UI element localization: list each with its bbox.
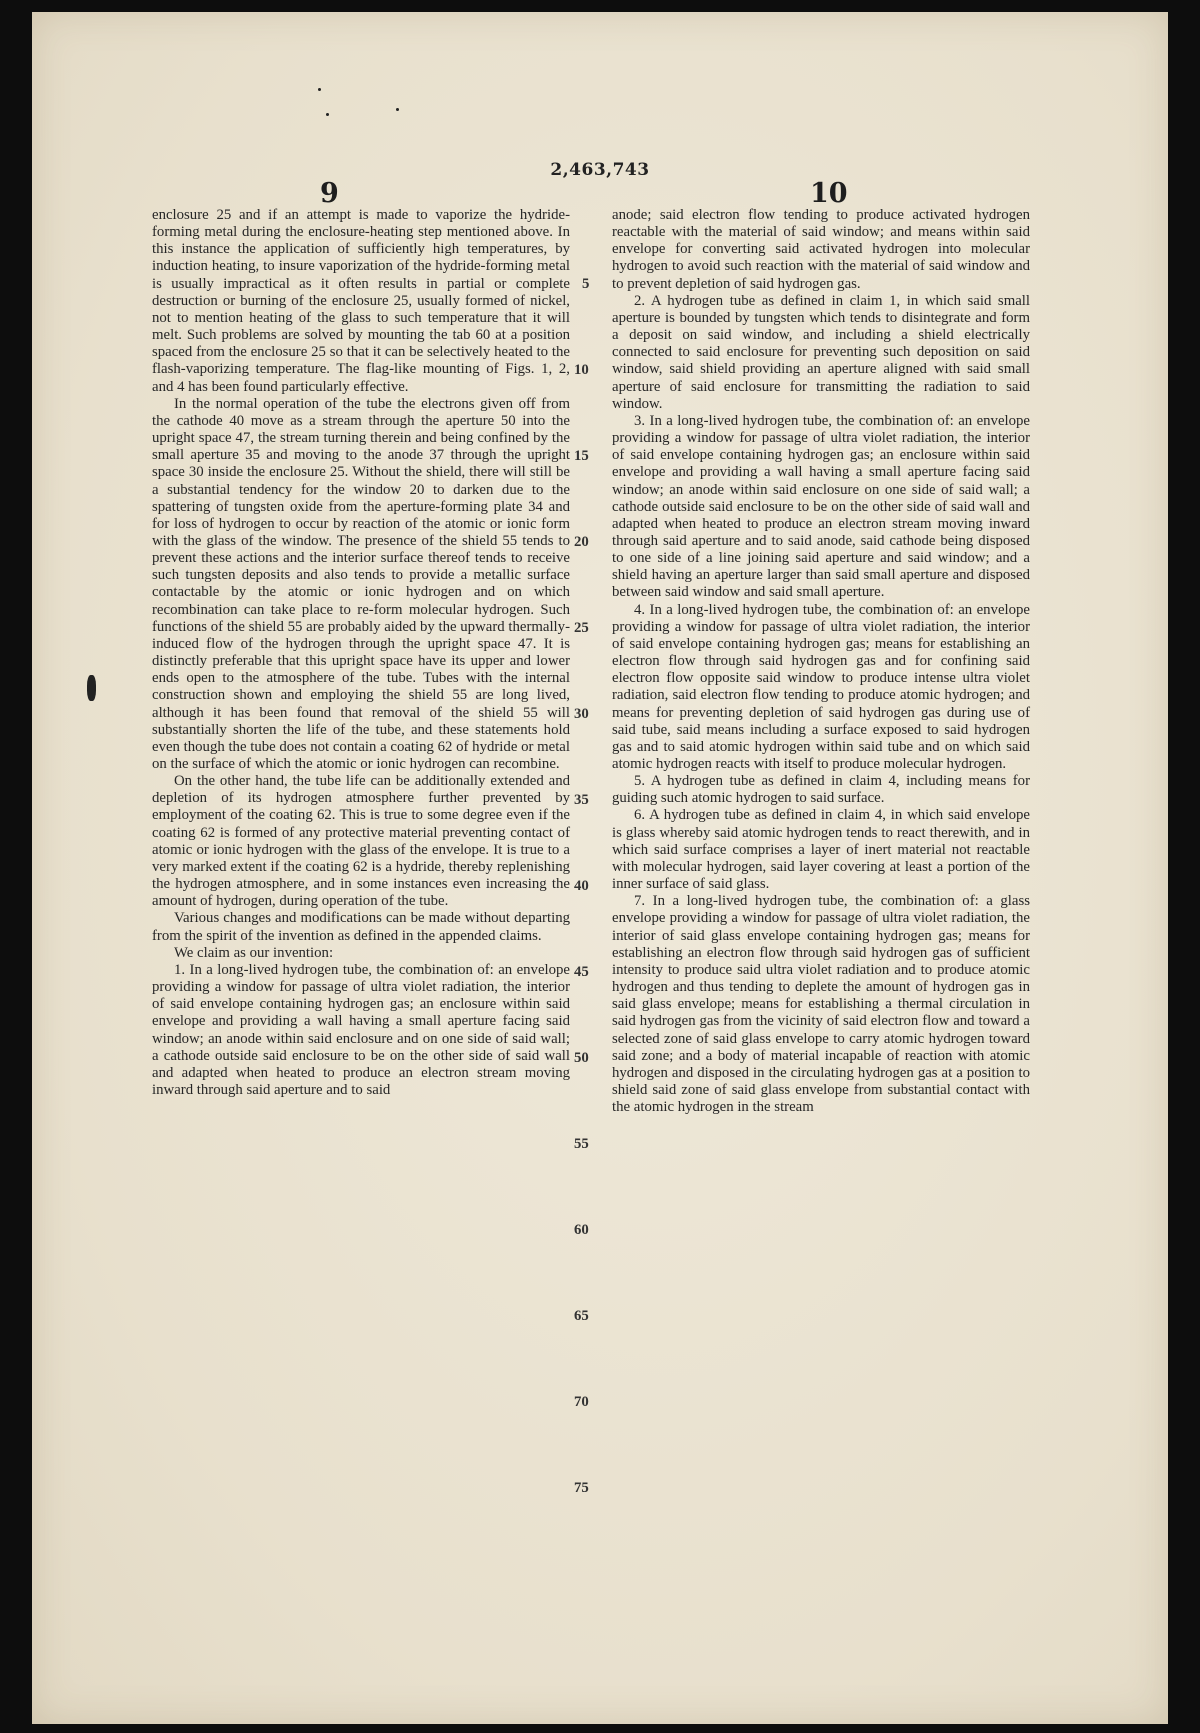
paper-speck bbox=[318, 88, 321, 91]
claim-paragraph: 1. In a long-lived hydrogen tube, the combination of: an envelope providing a window for passage of ultra violet radiation, the interior of said envelope containing hydrogen gas; an enclosure within said envelope and providing a wall having a small aperture facing said window; an anode within said enclosure and on one side of said wall; a cathode outside said enclosure to be on the other side of said wall and adapted when heated to produce an electron stream moving inward through said aperture and to said bbox=[152, 961, 570, 1098]
line-number: 15 bbox=[574, 448, 589, 464]
line-number: 45 bbox=[574, 964, 589, 980]
paper-speck bbox=[326, 113, 329, 116]
claim-paragraph: 7. In a long-lived hydrogen tube, the combination of: a glass envelope providing a window for passage of ultra violet radiation, the interior of said glass envelope containing hydrogen gas; means for establishing an electron flow through said hydrogen gas of sufficient intensity to produce said ultra violet radiation and to produce atomic hydrogen and thus tending to deplete the amount of hydrogen gas in said glass envelope; means for establishing a thermal circulation in said hydrogen gas from the vicinity of said electron flow and toward a selected zone of said glass envelope to carry atomic hydrogen toward said zone; and a body of material incapable of reaction with atomic hydrogen and disposed in the circulating hydrogen gas at a position to shield said zone of said glass envelope from substantial contact with the atomic hydrogen in the stream bbox=[612, 893, 1030, 1116]
left-text-column bbox=[152, 207, 570, 1099]
paragraph: On the other hand, the tube life can be additionally extended and depletion of its hydrogen atmosphere further prevented by employment of the coating 62. This is true to some degree even if the coating 62 is formed of any protective material preventing contact of atomic or ionic hydrogen with the glass of the envelope. It is true to a very marked extent if the coating 62 is a hydride, thereby replenishing the hydrogen atmosphere, and in some instances even increasing the amount of hydrogen, during operation of the tube. bbox=[152, 773, 570, 910]
line-number: 75 bbox=[574, 1480, 589, 1496]
patent-number: 2,463,743 bbox=[550, 160, 650, 180]
paper-speck bbox=[396, 108, 399, 111]
right-text-column bbox=[612, 207, 1030, 1116]
right-column-number: 10 bbox=[810, 178, 848, 209]
claim-paragraph: 5. A hydrogen tube as defined in claim 4, including means for guiding such atomic hydrogen to said surface. bbox=[612, 773, 1030, 807]
line-number: 50 bbox=[574, 1050, 589, 1066]
claim-paragraph: 3. In a long-lived hydrogen tube, the combination of: an envelope providing a window for passage of ultra violet radiation, the interior of said envelope containing hydrogen gas; an enclosure within said envelope and providing a wall having a small aperture facing said window; an anode within said enclosure on one side of said wall; a cathode outside said enclosure to be on the other side of said wall and adapted when heated to produce an electron stream moving inward through said aperture and to said anode, said cathode being disposed to one side of a line joining said aperture and said window; and a shield having an aperture larger than said small aperture and disposed between said window and said small aperture. bbox=[612, 412, 1030, 601]
paragraph: In the normal operation of the tube the electrons given off from the cathode 40 move as a stream through the aperture 50 into the upright space 47, the stream turning therein and being confined by the small aperture 35 and moving to the anode 37 through the upright space 30 inside the enclosure 25. Without the shield, there will still be a substantial tendency for the window 20 to darken due to the spattering of tungsten oxide from the aperture-forming plate 34 and for loss of hydrogen to occur by reaction of the atomic or ionic form with the glass of the window. The presence of the shield 55 tends to prevent these actions and the interior surface thereof tends to receive such tungsten deposits and also tends to provide a metallic surface contactable by the atomic or ionic hydrogen and on which recombination can take place to re-form molecular hydrogen. Such functions of the shield 55 are probably aided by the upward thermally-induced flow of the hydrogen through the upright space 47. It is distinctly preferable that this upright space have its upper and lower ends open to the atmosphere of the tube. Tubes with the internal construction shown and employing the shield 55 are long lived, although it has been found that removal of the shield 55 will substantially shorten the life of the tube, and these statements hold even though the tube does not contain a coating 62 of hydride or metal on the surface of which the atomic or ionic hydrogen can recombine. bbox=[152, 395, 570, 772]
paragraph: enclosure 25 and if an attempt is made to vaporize the hydride-forming metal during the enclosure-heating step mentioned above. In this instance the application of sufficiently high temperatures, by induction heating, to insure vaporization of the hydride-forming metal is usually impractical as it often results in partial or complete destruction or burning of the enclosure 25, usually formed of nickel, not to mention heating of the glass to such temperature that it will melt. Such problems are solved by mounting the tab 60 at a position spaced from the enclosure 25 so that it can be selectively heated to the flash-vaporizing temperature. The flag-like mounting of Figs. 1, 2, and 4 has been found particularly effective. bbox=[152, 207, 570, 395]
paragraph: Various changes and modifications can be made without departing from the spirit of the invention as defined in the appended claims. bbox=[152, 910, 570, 944]
line-number: 60 bbox=[574, 1222, 589, 1238]
line-number: 25 bbox=[574, 620, 589, 636]
claim-paragraph: 4. In a long-lived hydrogen tube, the combination of: an envelope providing a window for passage of ultra violet radiation, the interior of said envelope containing hydrogen gas; means for establishing an electron flow through said hydrogen gas and for confining said electron flow opposite said window to produce intense ultra violet radiation, said electron flow tending to produce atomic hydrogen; and means for preventing depletion of said hydrogen gas during use of said tube, said means including a surface exposed to said hydrogen gas and to said atomic hydrogen within said tube and on which said atomic hydrogen reacts with itself to produce molecular hydrogen. bbox=[612, 601, 1030, 772]
paragraph: anode; said electron flow tending to produce activated hydrogen reactable with the material of said window; and means within said envelope for converting said activated hydrogen into molecular hydrogen to avoid such reaction with the material of said window and to prevent depletion of said hydrogen gas. bbox=[612, 207, 1030, 292]
line-number: 65 bbox=[574, 1308, 589, 1324]
line-number: 5 bbox=[582, 276, 590, 292]
claim-paragraph: 6. A hydrogen tube as defined in claim 4, in which said envelope is glass whereby said atomic hydrogen tends to react therewith, and in which said surface comprises a layer of inert material not reactable with molecular hydrogen, said layer covering at least a portion of the inner surface of said glass. bbox=[612, 807, 1030, 893]
line-number: 20 bbox=[574, 534, 589, 550]
line-number: 55 bbox=[574, 1136, 589, 1152]
line-number: 70 bbox=[574, 1394, 589, 1410]
claim-paragraph: 2. A hydrogen tube as defined in claim 1, in which said small aperture is bounded by tungsten which tends to disintegrate and form a deposit on said window, and including a shield electrically connected to said enclosure for preventing such deposition on said window, said shield providing an aperture aligned with said small aperture of said enclosure for transmitting the radiation to said window. bbox=[612, 292, 1030, 412]
line-number: 35 bbox=[574, 792, 589, 808]
line-number: 30 bbox=[574, 706, 589, 722]
paper-speck bbox=[87, 675, 96, 701]
claims-intro: We claim as our invention: bbox=[174, 944, 334, 961]
line-number: 10 bbox=[574, 362, 589, 378]
left-column-number: 9 bbox=[320, 178, 339, 209]
line-number: 40 bbox=[574, 878, 589, 894]
